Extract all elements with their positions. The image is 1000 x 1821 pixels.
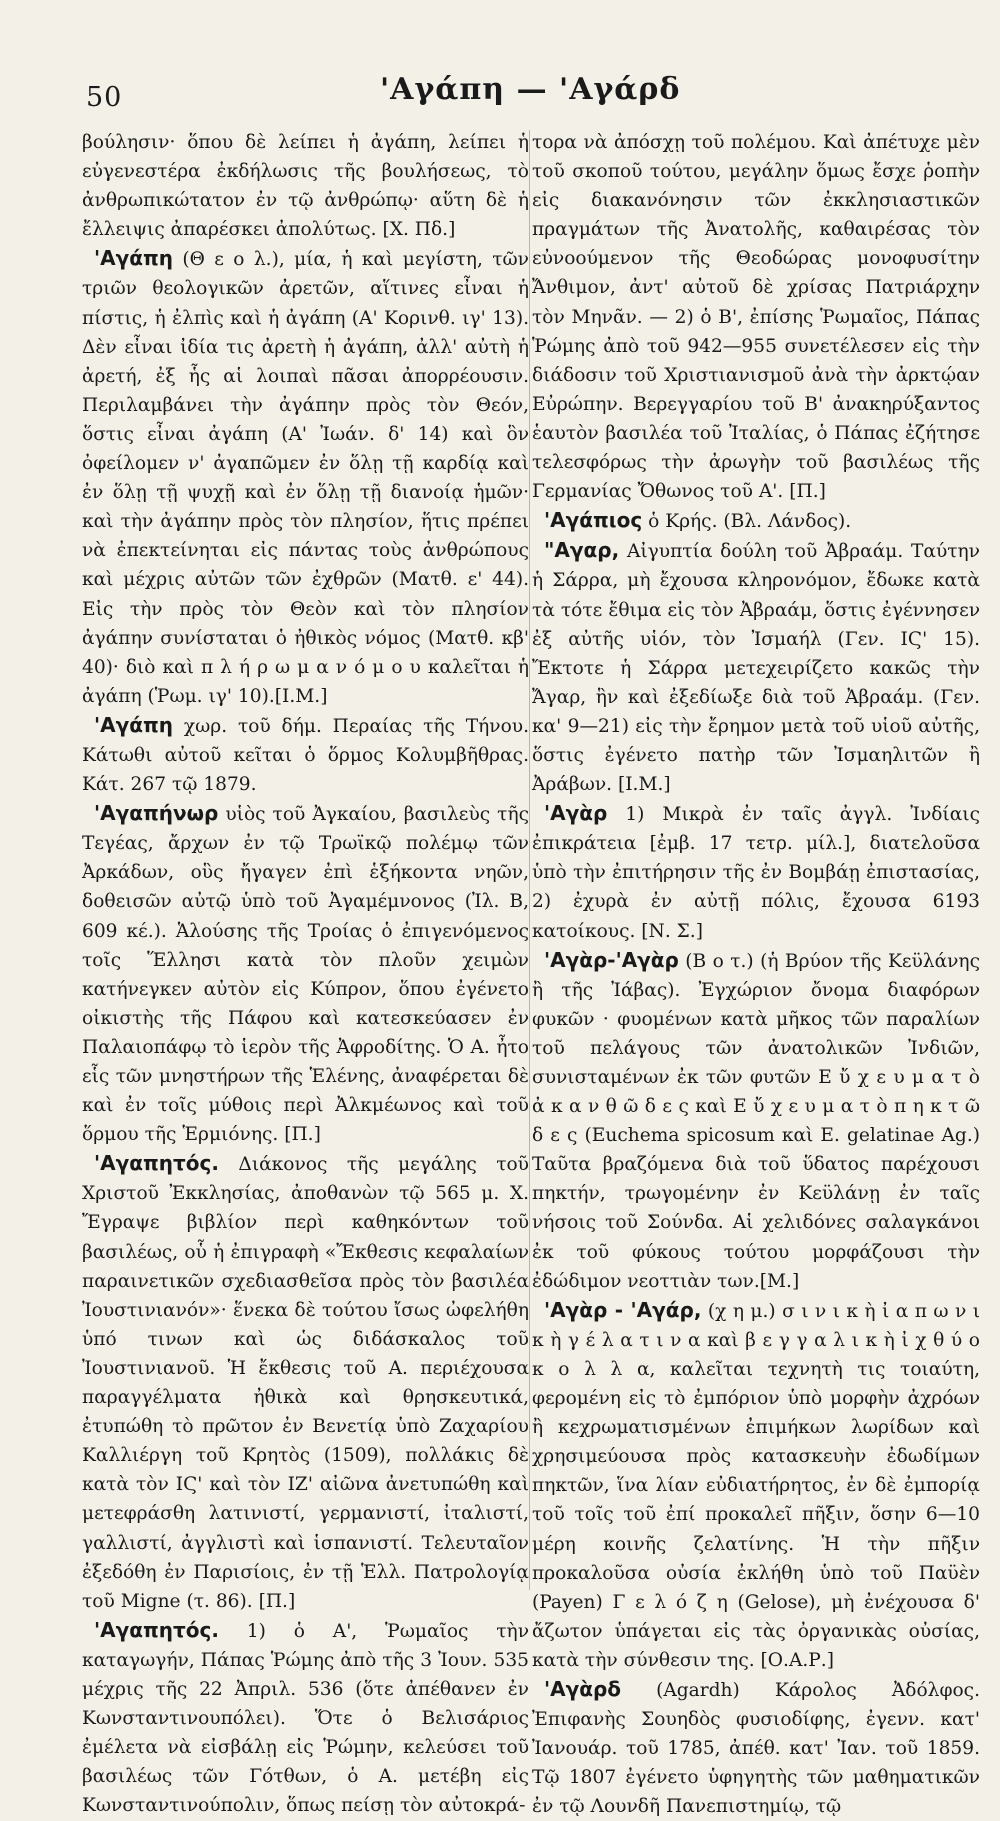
entry-agapenor (82, 799, 529, 1149)
entry-headword: 'Αγὰρ (544, 801, 608, 826)
entry-agar-agar-chem (532, 1296, 980, 1675)
entry-headword: 'Αγαπητός. (94, 1617, 219, 1642)
entry-continuation (82, 128, 529, 244)
entry-headword: 'Αγαπητός. (94, 1151, 219, 1176)
entry-headword: 'Αγάπη (94, 246, 174, 271)
column-divider (529, 130, 530, 1590)
entry-agape-village (82, 711, 529, 799)
entry-agape-theol (82, 244, 529, 711)
entry-text: 1) Μικρὰ ἐν ταῖς ἀγγλ. Ἰνδίαις ἐπικράτεια [ἐμβ. 17 τετρ. μίλ.], διατελοῦσα ὑπὸ τὴν ἐπιτήρησιν τῆς ἐν Βομβάῃ ἐπιστασίας, 2) ἐχυρὰ ἐν αὐτῇ πόλις, ἔχουσα 6193 κατοίκους. [Ν. Σ.] (532, 804, 980, 942)
entry-text: υἱὸς τοῦ Ἀγκαίου, βασιλεὺς τῆς Τεγέας, ἄρχων ἐν τῷ Τρωϊκῷ πολέμῳ τῶν Ἀρκάδων, οὓς ἤγαγεν ἐπὶ ἑξήκοντα νηῶν, δοθεισῶν αὐτῷ ὑπὸ τοῦ Ἀγαμέμνονος (Ἰλ. Β, 609 κέ.). Ἁλούσης τῆς Τροίας ὁ ἐπιγενόμενος τοῖς Ἕλλησι κατὰ τὸν πλοῦν χειμὼν κατήνεγκεν αὐτὸν εἰς Κύπρον, ὅπου ἐγένετο οἰκιστὴς τῆς Πάφου καὶ κατεσκεύασεν ἐν Παλαιοπάφῳ τὸ ἱερὸν τῆς Ἀφροδίτης. Ὁ Α. ἦτο εἷς τῶν μνηστήρων τῆς Ἑλένης, ἀναφέρεται δὲ καὶ ἐν τοῖς μύθοις περὶ Ἀλκμέωνος καὶ τοῦ ὅρμου τῆς Ἑρμιόνης. [Π.] (82, 804, 529, 1146)
entry-headword: 'Αγαπήνωρ (94, 801, 219, 826)
entry-text: 1) ὁ Α', Ῥωμαῖος τὴν καταγωγήν, Πάπας Ῥώμης ἀπὸ τῆς 3 Ἰουν. 535 μέχρις τῆς 22 Ἀπριλ. 536 (ὅτε ἀπέθανεν ἐν Κωνσταντινουπόλει). Ὅτε ὁ Βελισάριος ἐμέλετα νὰ εἰσβάλῃ εἰς Ῥώμην, κελεύσει τοῦ βασιλέως τῶν Γότθων, ὁ Α. μετέβη εἰς Κωνσταντινούπολιν, ὅπως πείσῃ τὸν αὐτοκρά- (82, 1620, 529, 1817)
entry-agar-agar-bot (532, 946, 980, 1296)
entry-agapetos-deacon (82, 1149, 529, 1616)
entry-agar-place (532, 799, 980, 945)
page-header (0, 68, 1000, 128)
entry-headword: 'Αγάπη (94, 712, 174, 737)
entry-agapetos-pope (82, 1616, 529, 1821)
entry-text: χωρ. τοῦ δήμ. Περαίας τῆς Τήνου. Κάτωθι αὐτοῦ κεῖται ὁ ὅρμος Κολυμβῆθρας. Κάτ. 267 τῷ 1879. (82, 715, 530, 796)
entry-text: τορα νὰ ἀπόσχῃ τοῦ πολέμου. Καὶ ἀπέτυχε μὲν τοῦ σκοποῦ τούτου, μεγάλην ὅμως ἔσχε ῥοπὴν εἰς διακανόνησιν τῶν ἐκκλησιαστικῶν πραγμάτων τῆς Ἀνατολῆς, καθαιρέσας τὸν εὐνοούμενον τῆς Θεοδώρας μονοφυσίτην Ἄνθιμον, ἀντ' αὐτοῦ δὲ χρίσας Πατριάρχην τὸν Μηνᾶν. — 2) ὁ Β', ἐπίσης Ῥωμαῖος, Πάπας Ῥώμης ἀπὸ τοῦ 942—955 συνετέλεσεν εἰς τὴν διάδοσιν τοῦ Χριστιανισμοῦ ἀνὰ τὴν ἀρκτῴαν Εὐρώπην. Βερεγγαρίου τοῦ Β' ἀνακηρύξαντος ἑαυτὸν βασιλέα τοῦ Ἰταλίας, ὁ Πάπας ἐζήτησε τελεσφόρως τὴν ἀρωγὴν τοῦ βασιλέως τῆς Γερμανίας Ὄθωνος τοῦ Α'. [Π.] (532, 132, 980, 503)
entry-text: βούλησιν· ὅπου δὲ λείπει ἡ ἀγάπη, λείπει ἡ εὐγενεστέρα ἐκδήλωσις τῆς βουλήσεως, τὸ ἀνθρωπικώτατον ἐν τῷ ἀνθρώπῳ· αὕτη δὲ ἡ ἔλλειψις ἀπαρέσκει ἀπολύτως. [Χ. Πδ.] (82, 132, 529, 241)
entry-headword: 'Αγάπιος (544, 508, 643, 533)
entry-headword: 'Αγὰρ-'Αγὰρ (544, 947, 679, 972)
entry-text: Αἰγυπτία δούλη τοῦ Ἀβραάμ. Ταύτην ἡ Σάρρα, μὴ ἔχουσα κληρονόμον, ἔδωκε κατὰ τὰ τότε ἔθιμα εἰς τὸν Ἀβραάμ, ὅστις ἐγέννησεν ἐξ αὐτῆς υἱόν, τὸν Ἰσμαήλ (Γεν. ΙϚ' 15). Ἔκτοτε ἡ Σάρρα μετεχειρίζετο κακῶς τὴν Ἄγαρ, ἣν καὶ ἐξεδίωξε διὰ τοῦ Ἀβραάμ. (Γεν. κα' 9—21) εἰς τὴν ἔρημον μετὰ τοῦ υἱοῦ αὐτῆς, ὅστις ἐγένετο πατὴρ τῶν Ἰσμαηλιτῶν ἢ Ἀράβων. [Ι.Μ.] (532, 541, 980, 796)
entry-text: (Θ ε ο λ.), μία, ἡ καὶ μεγίστη, τῶν τριῶν θεολογικῶν ἀρετῶν, αἵτινες εἶναι ἡ πίστις, ἡ ἐλπὶς καὶ ἡ ἀγάπη (Α' Κορινθ. ιγ' 13). Δὲν εἶναι ἰδία τις ἀρετὴ ἡ ἀγάπη, ἀλλ' αὐτὴ ἡ ἀρετή, ἐξ ἧς αἱ λοιπαὶ πᾶσαι ἀπορρέουσιν. Περιλαμβάνει τὴν ἀγάπην πρὸς τὸν Θεόν, ὅστις εἶναι ἀγάπη (Α' Ἰωάν. δ' 14) καὶ ὃν ὀφείλομεν ν' ἀγαπῶμεν ἐν ὅλῃ τῇ καρδίᾳ καὶ ἐν ὅλῃ τῇ ψυχῇ καὶ ἐν ὅλῃ τῇ διανοίᾳ ἡμῶν· καὶ τὴν ἀγάπην πρὸς τὸν πλησίον, ἥτις πρέπει νὰ ἐπεκτείνηται εἰς πάντας τοὺς ἀνθρώπους καὶ μέχρις αὐτῶν τῶν ἐχθρῶν (Ματθ. ε' 44). Εἰς τὴν πρὸς τὸν Θεὸν καὶ τὸν πλησίον ἀγάπην συνίσταται ὁ ἠθικὸς νόμος (Ματθ. κβ' 40)· διὸ καὶ π λ ή ρ ω μ α ν ό μ ο υ καλεῖται ἡ ἀγάπη (Ῥωμ. ιγ' 10).[Ι.Μ.] (82, 249, 529, 707)
running-head: 'Αγάπη — 'Αγάρδ (380, 72, 681, 107)
entry-headword: 'Αγὰρ - 'Αγάρ, (544, 1297, 702, 1322)
entry-agapios (532, 506, 980, 536)
entry-text: (χ η μ.) σ ι ν ι κ ὴ ἰ α π ω ν ι κ ὴ γ έ λ α τ ι ν α καὶ β ε γ γ α λ ι κ ὴ ἰ χ θ ύ ο κ ο λ λ α, καλεῖται τεχνητὴ τις τοιαύτη, φερομένη εἰς τὸ ἐμπόριον ὑπὸ μορφὴν ἀχρόων ἢ κεχρωματισμένων ἐπιμήκων λωρίδων καὶ χρησιμεύουσα πρὸς κατασκευὴν ἐδωδίμων πηκτῶν, ἵνα λίαν εὐδιατήρητος, ἐν δὲ ἐμπορίᾳ τοῦ τοῖς τοῦ ἐπί προκαλεῖ πῆξιν, ὅσην 6—10 μέρη κοινῆς ζελατίνης. Ἡ τὴν πῆξιν προκαλοῦσα οὐσία ἐκλήθη ὑπὸ τοῦ Παϋὲν (Payen) Γ ε λ ό ζ η (Gelose), μὴ ἐνέχουσα δ' ἄζωτον ὑπάγεται εἰς τὰς ὀργανικὰς οὐσίας, κατὰ τὴν σύνθεσιν της. [Ο.Α.Ρ.] (532, 1300, 980, 1671)
page-number: 50 (86, 82, 123, 113)
entry-text: ὁ Κρής. (Βλ. Λάνδος). (648, 511, 852, 533)
entry-text: Διάκονος τῆς μεγάλης τοῦ Χριστοῦ Ἐκκλησίας, ἀποθανὼν τῷ 565 μ. Χ. Ἔγραψε βιβλίον περὶ καθηκόντων τοῦ βασιλέως, οὗ ἡ ἐπιγραφὴ «Ἔκθεσις κεφαλαίων παραινετικῶν σχεδιασθεῖσα πρὸς τὸν βασιλέα Ἰουστινιανόν»· ἕνεκα δὲ τούτου ἴσως ὠφελήθη ὑπό τινων καὶ ὡς διδάσκαλος τοῦ Ἰουστινιανοῦ. Ἡ ἔκθεσις τοῦ Α. περιέχουσα παραγγέλματα ἠθικὰ καὶ θρησκευτικά, ἐτυπώθη τὸ πρῶτον ἐν Βενετίᾳ ὑπὸ Ζαχαρίου Καλλιέργη τοῦ Κρητὸς (1509), πολλάκις δὲ κατὰ τὸν ΙϚ' καὶ τὸν ΙΖ' αἰῶνα ἀνετυπώθη καὶ μετεφράσθη λατινιστί, γερμανιστί, ἰταλιστί, γαλλιστί, ἀγγλιστὶ καὶ ἱσπανιστί. Τελευταῖον ἐξεδόθη ἐν Παρισίοις, ἐν τῇ Ἑλλ. Πατρολογίᾳ τοῦ Migne (τ. 86). [Π.] (82, 1154, 529, 1612)
entry-headword: 'Αγὰρδ (544, 1676, 622, 1701)
entry-text: (Agardh) Κάρολος Ἀδόλφος. Ἐπιφανὴς Σουηδὸς φυσιοδίφης, ἐγενν. κατ' Ἰανουάρ. τοῦ 1785, ἀπέθ. κατ' Ἰαν. τοῦ 1859. Τῷ 1807 ἐγένετο ὑφηγητὴς τῶν μαθηματικῶν ἐν τῷ Λουνδῆ Πανεπιστημίῳ, τῷ (532, 1679, 980, 1818)
entry-continuation (532, 128, 980, 506)
entry-headword: "Αγαρ, (544, 538, 620, 563)
entry-text: (Β ο τ.) (ἡ Βρύον τῆς Κεϋλάνης ἢ τῆς Ἰάβας). Ἐγχώριον ὄνομα διαφόρων φυκῶν · φυομένων κατὰ μῆκος τῶν παραλίων τοῦ πελάγους τῶν ἀνατολικῶν Ἰνδιῶν, συνισταμένων ἐκ τῶν φυτῶν Ε ὔ χ ε υ μ α τ ὸ ἀ κ α ν θ ῶ δ ε ς καὶ Ε ὔ χ ε υ μ α τ ὸ π η κ τ ῶ δ ε ς (Euchema spicosum καὶ E. gelatinae Ag.) Ταῦτα βραζόμενα διὰ τοῦ ὕδατος παρέχουσι πηκτήν, τρωγομένην ἐν Κεϋλάνῃ ἐν ταῖς νήσοις τοῦ Σούνδα. Αἱ χελιδόνες σαλαγκάνοι ἐκ τοῦ φύκους τούτου μορφάζουσι τὴν ἐδώδιμον νεοττιὰν των.[Μ.] (532, 950, 980, 1292)
entry-agardh (532, 1675, 980, 1821)
left-column (82, 128, 530, 1817)
right-column (532, 128, 980, 1818)
entry-agar-hagar (532, 536, 980, 799)
